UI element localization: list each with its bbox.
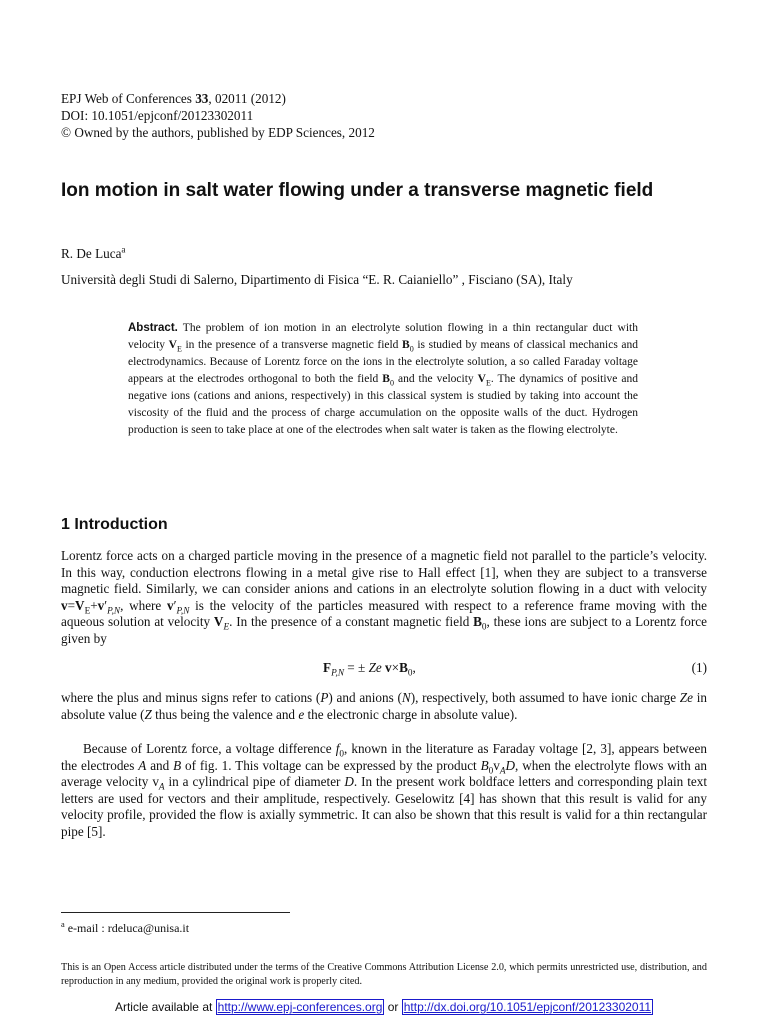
journal-citation: EPJ Web of Conferences 33, 02011 (2012) (61, 91, 286, 106)
equation-number: (1) (691, 660, 707, 675)
author-line (61, 245, 126, 262)
footnote-divider (61, 912, 290, 913)
affiliation: Università degli Studi di Salerno, Dipartimento di Fisica “E. R. Caianiello” , Fisciano (SA), Italy (61, 272, 573, 287)
copyright-line: © Owned by the authors, published by EDP Sciences, 2012 (61, 125, 375, 140)
footnote-text: e-mail : rdeluca@unisa.it (64, 921, 190, 935)
paper-title: Ion motion in salt water flowing under a transverse magnetic field (61, 180, 654, 201)
epj-conferences-link[interactable]: http://www.epj-conferences.org (217, 1000, 383, 1014)
doi-line: DOI: 10.1051/epjconf/20123302011 (61, 108, 254, 123)
journal-header (61, 90, 375, 141)
article-availability: Article available at http://www.epj-conferences.org or http://dx.doi.org/10.1051/epjconf/20123302011 (114, 1000, 652, 1014)
section-heading-introduction: 1 Introduction (61, 516, 168, 533)
author-footnote-mark: a (121, 244, 126, 255)
footnote-mark: a (61, 920, 65, 929)
footnote (61, 920, 189, 936)
equation-1 (61, 660, 707, 678)
license-notice: This is an Open Access article distributed under the terms of the Creative Commons Attribution License 2.0, which permits unrestricted use, distribution, and reproduction in any medium, provided the original work is properly cited. (61, 962, 707, 987)
doi-link[interactable]: http://dx.doi.org/10.1051/epjconf/20123302011 (403, 1000, 652, 1014)
equation-body: $F_{P,N}$ = ± Ze $v\times B_0$, (323, 660, 416, 678)
author-name: R. De Luca (61, 246, 122, 261)
intro-paragraph-1: Lorentz force acts on a charged particle moving in the presence of a magnetic field not parallel to the particle’s velocity. In this way, conduction electrons flowing in a metal give rise to Hall effect [1], when they are subject to a transverse magnetic field. Similarly, we can consider anions and cations in an electrolyte solution flowing in a duct with velocity $v=V_E+v'_{P,N}$, where $v'_{P,N}$ is the velocity of the particles measured with respect to a reference frame moving with the aqueous solution at velocity $V_E$. In the presence of a constant magnetic field $B_0$, these ions are subject to a Lorentz force given by (61, 548, 707, 646)
abstract: Abstract. The problem of ion motion in an electrolyte solution flowing in a thin rectangular duct with velocity $V_E$ in the presence of a transverse magnetic field $B_0$ is studied by means of classical mechanics and electrodynamics. Because of Lorentz force on the ions in the electrolyte solution, a so called Faraday voltage appears at the electrodes orthogonal to both the field $B_0$ and the velocity $V_E$. The dynamics of positive and negative ions (cations and anions, respectively) in this classical system is studied by taking into account the viscosity of the fluid and the process of charge accumulation on the opposite walls of the duct. Hydrogen production is seen to take place at one of the electrodes when salt water is taken as the flowing electrolyte. (128, 322, 638, 436)
intro-paragraph-2: where the plus and minus signs refer to cations (P) and anions (N), respectively, both assumed to have ionic charge Ze in absolute value (Z thus being the valence and e the electronic charge in absolute value). (61, 690, 707, 722)
abstract-label: Abstract. (128, 322, 178, 334)
intro-paragraph-3: Because of Lorentz force, a voltage difference $f_0$, known in the literature as Faraday voltage [2, 3], appears between the electrodes A and B of fig. 1. This voltage can be expressed by the product $B_0v_AD$, when the electrolyte flows with an average velocity $v_A$ in a cylindrical pipe of diameter D. In the present work boldface letters and corresponding plain text letters are used for vectors and their amplitude, respectively. Geselowitz [4] has shown that this result is valid for any velocity profile, provided the flow is axially symmetric. It can also be shown that this result is valid for a thin rectangular pipe [5]. (61, 741, 707, 839)
